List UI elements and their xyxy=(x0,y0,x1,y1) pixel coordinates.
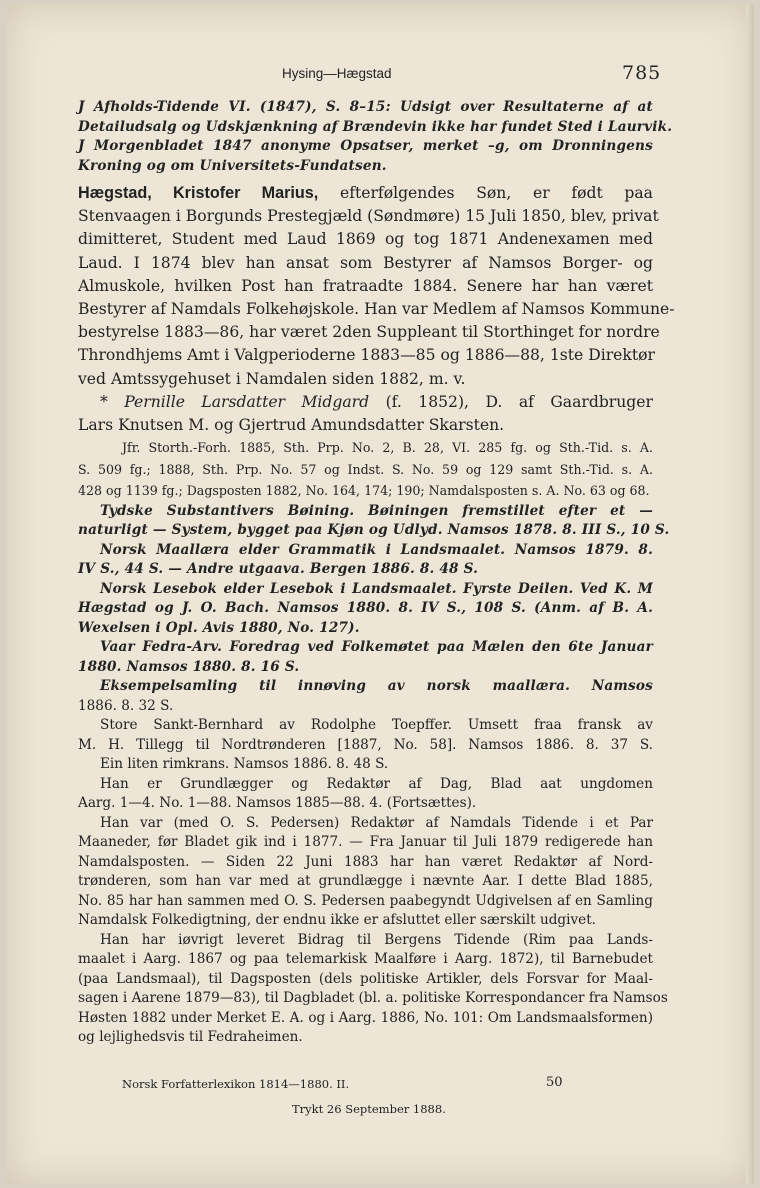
bio-line: Laud. I 1874 blev han ansat som Bestyrer af Namsos Borger- og xyxy=(78,253,653,272)
hysing-ref-line: J Afholds-Tidende VI. (1847), S. 8–15: Udsigt over Resultaterne af at xyxy=(78,99,653,115)
bio-line: dimitteret, Student med Laud 1869 og tog 1871 Andenexamen med xyxy=(78,230,653,249)
source-line: Jfr. Storth.-Forh. 1885, Sth. Prp. No. 2, B. 28, VI. 285 fg. og Sth.-Tid. s. A. xyxy=(122,440,653,456)
editor-line: Namdalsk Folkedigtning, der endnu ikke er afsluttet eller særskilt udgivet. xyxy=(78,912,596,929)
editor-line: Han var (med O. S. Pedersen) Redaktør af Namdals Tidende i et Par xyxy=(100,814,653,831)
work-line: Hægstad og J. O. Bach. Namsos 1880. 8. IV S., 108 S. (Anm. af B. A. xyxy=(78,600,653,617)
spouse-line: Lars Knutsen M. og Gjertrud Amundsdatter Skarsten. xyxy=(78,415,505,434)
editor-line: Han er Grundlægger og Redaktør af Dag, Blad aat ungdomen xyxy=(100,775,653,792)
work-line: Ein liten rimkrans. Namsos 1886. 8. 48 S. xyxy=(100,756,389,773)
running-title: Hysing—Hægstad xyxy=(282,66,392,81)
work-line: naturligt — System, bygget paa Kjøn og Udlyd. Namsos 1878. 8. III S., 10 S. xyxy=(78,522,670,539)
page-number: 785 xyxy=(622,62,662,84)
bio-line: efterfølgendes Søn, er født paa xyxy=(339,184,653,202)
source-line: S. 509 fg.; 1888, Sth. Prp. No. 57 og Indst. S. No. 59 og 129 samt Sth.-Tid. s. A. xyxy=(78,461,653,477)
editor-line: (paa Landsmaal), til Dagsposten (dels politiske Artikler, dels Forsvar for Maal- xyxy=(78,970,653,987)
entry-heading: Hægstad, Kristofer Marius, xyxy=(78,184,319,202)
book-page xyxy=(6,4,754,1184)
editor-line: Aarg. 1—4. No. 1—88. Namsos 1885—88. 4. (Fortsættes). xyxy=(78,795,477,812)
editor-line: og lejlighedsvis til Fedraheimen. xyxy=(78,1029,303,1046)
bio-line: Throndhjems Amt i Valgperioderne 1883—85 og 1886—88, 1ste Direktør xyxy=(78,346,655,365)
bio-line: Bestyrer af Namdals Folkehøjskole. Han var Medlem af Namsos Kommune- xyxy=(78,299,675,318)
editor-line: Høsten 1882 under Merket E. A. og i Aarg. 1886, No. 101: Om Landsmaalsformen) xyxy=(78,1009,653,1026)
work-line: 1880. Namsos 1880. 8. 16 S. xyxy=(78,658,300,675)
spouse-detail: (f. 1852), D. af Gaardbruger xyxy=(385,392,653,411)
work-line: Vaar Fedra-Arv. Foredrag ved Folkemøtet paa Mælen den 6te Januar xyxy=(100,639,653,656)
hysing-ref-line: J Morgenbladet 1847 anonyme Opsatser, merket –g, om Dronningens xyxy=(78,138,653,154)
work-line: Norsk Lesebok elder Lesebok i Landsmaalet. Fyrste Deilen. Ved K. M xyxy=(100,580,653,597)
page-body xyxy=(78,98,675,1048)
work-line: Wexelsen i Opl. Avis 1880, No. 127). xyxy=(78,619,360,636)
editor-line: trønderen, som han var med at grundlægge i nævnte Aar. I dette Blad 1885, xyxy=(78,873,653,890)
hysing-ref-line: Kroning og om Universitets-Fundatsen. xyxy=(78,157,387,174)
spouse-name: * Pernille Larsdatter Midgard xyxy=(100,392,370,411)
entry-first-line xyxy=(78,182,653,205)
editor-line: Han har iøvrigt leveret Bidrag til Bergens Tidende (Rim paa Lands- xyxy=(100,931,653,948)
bio-line: bestyrelse 1883—86, har været 2den Suppleant til Storthinget for nordre xyxy=(78,323,660,342)
work-line: Tydske Substantivers Bøining. Bøiningen fremstillet efter et — xyxy=(100,502,653,519)
work-line: Store Sankt-Bernhard av Rodolphe Toepffer. Umsett fraa fransk av xyxy=(100,717,653,734)
bio-line: ved Amtssygehuset i Namdalen siden 1882, m. v. xyxy=(78,369,466,388)
spouse-line xyxy=(78,391,653,414)
work-line: Eksempelsamling til innøving av norsk maallæra. Namsos xyxy=(100,678,653,695)
hysing-ref-line: Detailudsalg og Udskjænkning af Brændevin ikke har fundet Sted i Laurvik. xyxy=(78,118,673,135)
bio-line: Stenvaagen i Borgunds Prestegjæld (Søndmøre) 15 Juli 1850, blev, privat xyxy=(78,207,659,226)
source-line: 428 og 1139 fg.; Dagsposten 1882, No. 164, 174; 190; Namdalsposten s. A. No. 63 og 68. xyxy=(78,483,650,499)
footer-print-date: Trykt 26 September 1888. xyxy=(292,1102,446,1116)
editor-line: sagen i Aarene 1879—83), til Dagbladet (bl. a. politiske Korrespondancer fra Namsos xyxy=(78,990,668,1007)
work-line: 1886. 8. 32 S. xyxy=(78,697,174,714)
footer-series: Norsk Forfatterlexikon 1814—1880. II. xyxy=(122,1077,350,1091)
bio-line: Almuskole, hvilken Post han fratraadte 1884. Senere har han været xyxy=(78,276,653,295)
work-line: Norsk Maallæra elder Grammatik i Landsmaalet. Namsos 1879. 8. xyxy=(100,541,653,558)
page-edge xyxy=(746,4,754,1184)
work-line: IV S., 44 S. — Andre utgaava. Bergen 1886. 8. 48 S. xyxy=(78,561,479,578)
work-line: M. H. Tillegg til Nordtrønderen [1887, No. 58]. Namsos 1886. 8. 37 S. xyxy=(78,736,653,753)
footer-signature: 50 xyxy=(546,1075,563,1090)
editor-line: Namdalsposten. — Siden 22 Juni 1883 har han været Redaktør af Nord- xyxy=(78,853,653,870)
editor-line: maalet i Aarg. 1867 og paa telemarkisk Maalføre i Aarg. 1872), til Barnebudet xyxy=(78,951,653,968)
editor-line: Maaneder, før Bladet gik ind i 1877. — Fra Januar til Juli 1879 redigerede han xyxy=(78,834,653,851)
editor-line: No. 85 har han sammen med O. S. Pedersen paabegyndt Udgivelsen af en Samling xyxy=(78,892,653,909)
